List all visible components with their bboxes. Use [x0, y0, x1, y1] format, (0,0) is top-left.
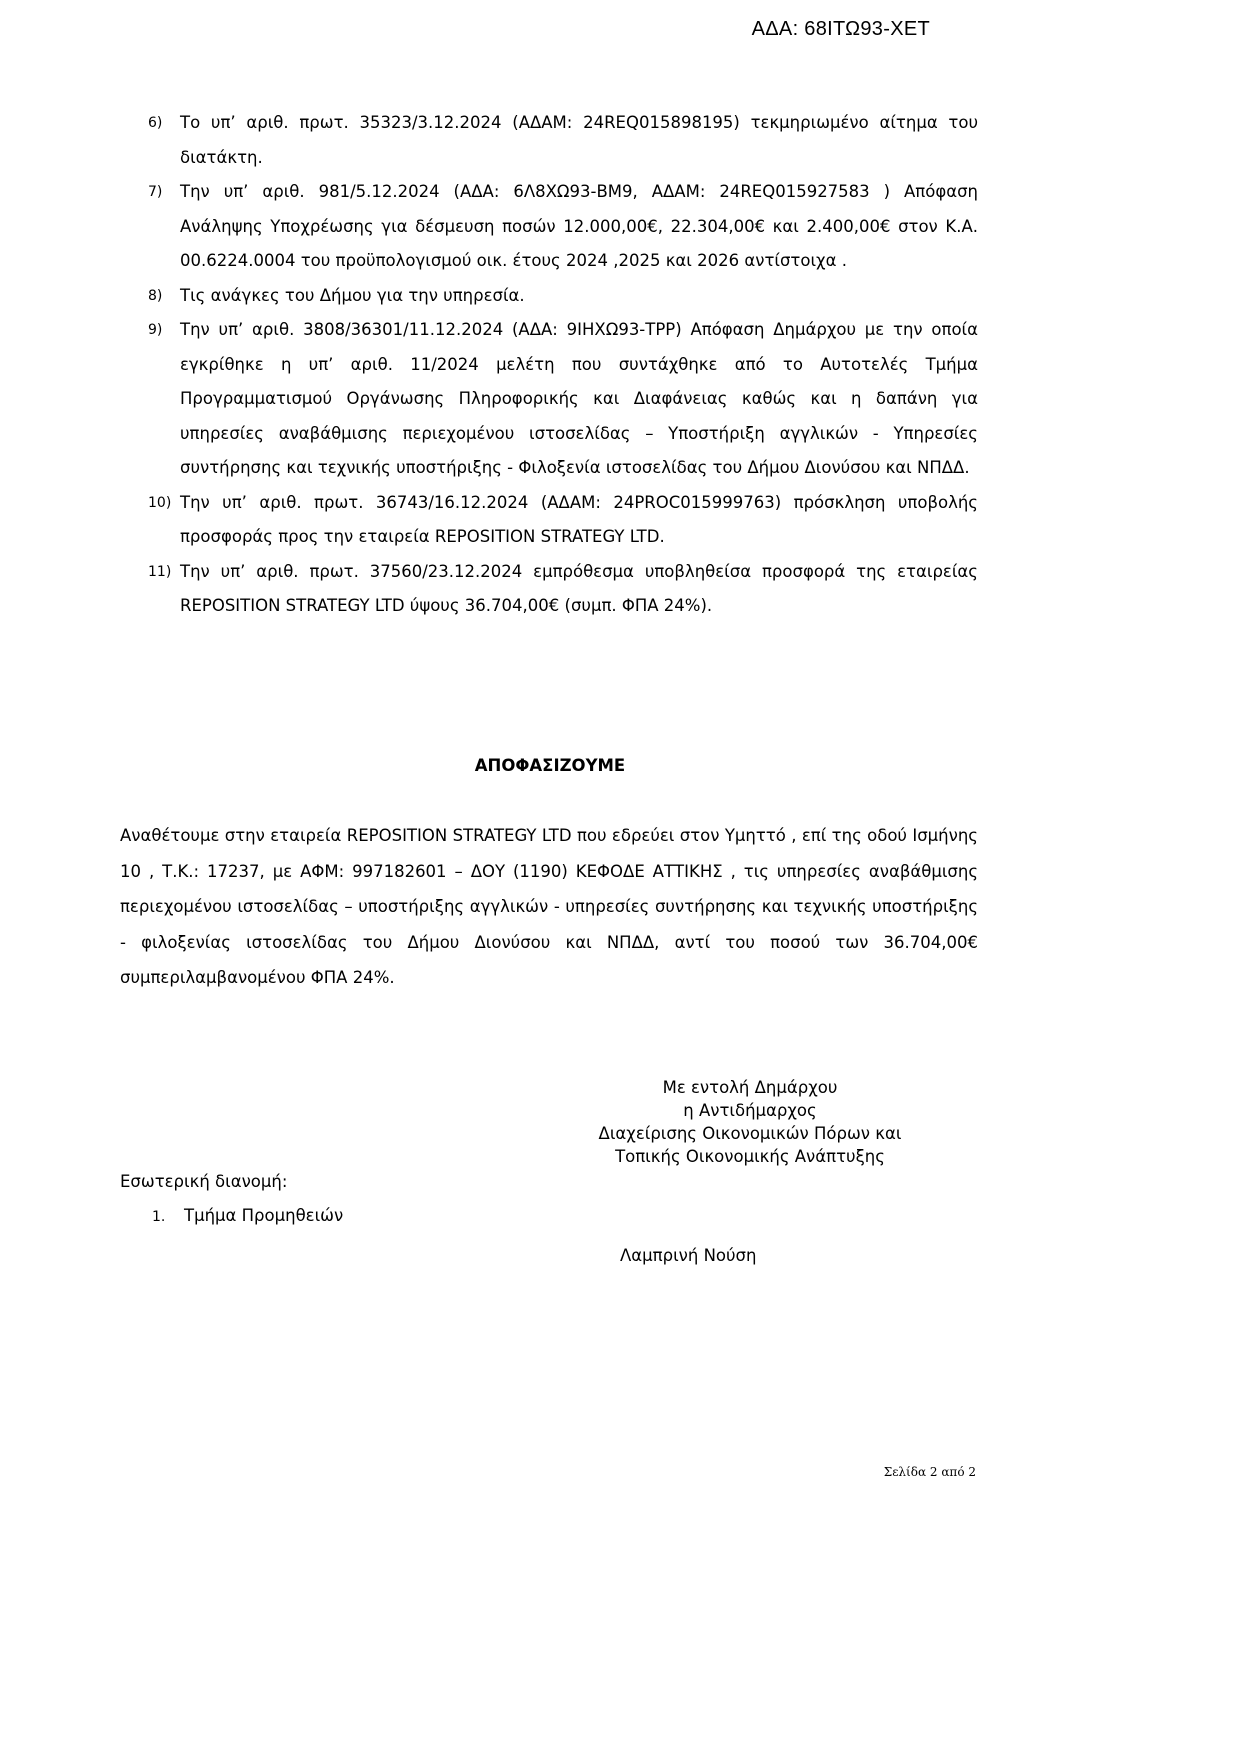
distribution-item-text: Τμήμα Προμηθειών	[184, 1206, 344, 1225]
signer-name: Λαμπρινή Νούση	[620, 1246, 757, 1265]
ada-code: ΑΔΑ: 68ΙΤΩ93-ΧΕΤ	[751, 18, 930, 40]
list-item-number: 8)	[148, 287, 163, 304]
signature-line: Διαχείρισης Οικονομικών Πόρων και	[598, 1124, 902, 1143]
list-item-number: 11)	[148, 563, 172, 580]
distribution-title: Εσωτερική διανομή:	[120, 1172, 288, 1191]
list-item	[148, 175, 978, 279]
distribution-item-number: 1.	[152, 1209, 166, 1225]
list-item-text: Την υπ’ αριθ. πρωτ. 36743/16.12.2024 (ΑΔΑΜ: 24PROC015999763) πρόσκληση υποβολής προσφοράς προς την εταιρεία REPOSITION STRATEGY LTD.	[180, 492, 978, 546]
list-item-number: 9)	[148, 322, 163, 338]
signature-block	[540, 1076, 960, 1168]
list-item-text: Την υπ’ αριθ. πρωτ. 37560/23.12.2024 εμπρόθεσμα υποβληθείσα προσφορά της εταιρείας REPOSITION STRATEGY LTD ύψους 36.704,00€ (συμπ. ΦΠΑ 24%).	[180, 561, 978, 615]
signature-line: Τοπικής Οικονομικής Ανάπτυξης	[615, 1147, 885, 1166]
list-item	[148, 486, 978, 555]
decision-text: Αναθέτουμε στην εταιρεία REPOSITION STRATEGY LTD που εδρεύει στον Υμηττό , επί της οδού Ισμήνης 10 , Τ.Κ.: 17237, με ΑΦΜ: 997182601 – ΔΟΥ (1190) ΚΕΦΟΔΕ ΑΤΤΙΚΗΣ , τις υπηρεσίες αναβάθμισης περιεχομένου ιστοσελίδας – υποστήριξης αγγλικών - υπηρεσίες συντήρησης και τεχνικής υποστήριξης - φιλοξενίας ιστοσελίδας του Δήμου Διονύσου και ΝΠΔΔ, αντί του ποσού των 36.704,00€ συμπεριλαμβανομένου ΦΠΑ 24%.	[120, 826, 978, 987]
list-item-number: 10)	[148, 494, 172, 511]
list-item-number: 6)	[148, 115, 163, 131]
list-item	[148, 313, 978, 486]
list-item	[148, 555, 978, 624]
list-item	[148, 279, 978, 314]
list-item	[148, 106, 978, 175]
signature-line: η Αντιδήμαρχος	[683, 1101, 817, 1120]
page-number: Σελίδα 2 από 2	[883, 1465, 976, 1479]
list-item-text: Την υπ’ αριθ. 981/5.12.2024 (ΑΔΑ: 6Λ8ΧΩ93-ΒΜ9, ΑΔΑΜ: 24REQ015927583 ) Απόφαση Ανάληψης Υποχρέωσης για δέσμευση ποσών 12.000,00€, 22.304,00€ και 2.400,00€ στον Κ.Α. 00.6224.0004 του προϋπολογισμού οικ. έτους 2024 ,2025 και 2026 αντίστοιχα .	[180, 182, 978, 270]
distribution-list	[152, 1206, 343, 1225]
decision-heading: ΑΠΟΦΑΣΙΖΟΥΜΕ	[474, 756, 626, 775]
list-item-text: Την υπ’ αριθ. 3808/36301/11.12.2024 (ΑΔΑ: 9ΙΗΧΩ93-ΤΡΡ) Απόφαση Δημάρχου με την οποία εγκρίθηκε η υπ’ αριθ. 11/2024 μελέτη που συντάχθηκε από το Αυτοτελές Τμήμα Προγραμματισμού Οργάνωσης Πληροφορικής και Διαφάνειας καθώς και η δαπάνη για υπηρεσίες αναβάθμισης περιεχομένου ιστοσελίδας – Υποστήριξη αγγλικών - Υπηρεσίες συντήρησης και τεχνικής υποστήριξης - Φιλοξενία ιστοσελίδας του Δήμου Διονύσου και ΝΠΔΔ.	[180, 320, 978, 477]
considerations-list	[148, 106, 978, 624]
list-item-text: Τις ανάγκες του Δήμου για την υπηρεσία.	[180, 285, 525, 305]
list-item-number: 7)	[148, 184, 163, 200]
list-item-text: Το υπ’ αριθ. πρωτ. 35323/3.12.2024 (ΑΔΑΜ: 24REQ015898195) τεκμηριωμένο αίτημα του διατάκτη.	[180, 113, 978, 167]
signature-line: Με εντολή Δημάρχου	[662, 1078, 838, 1097]
